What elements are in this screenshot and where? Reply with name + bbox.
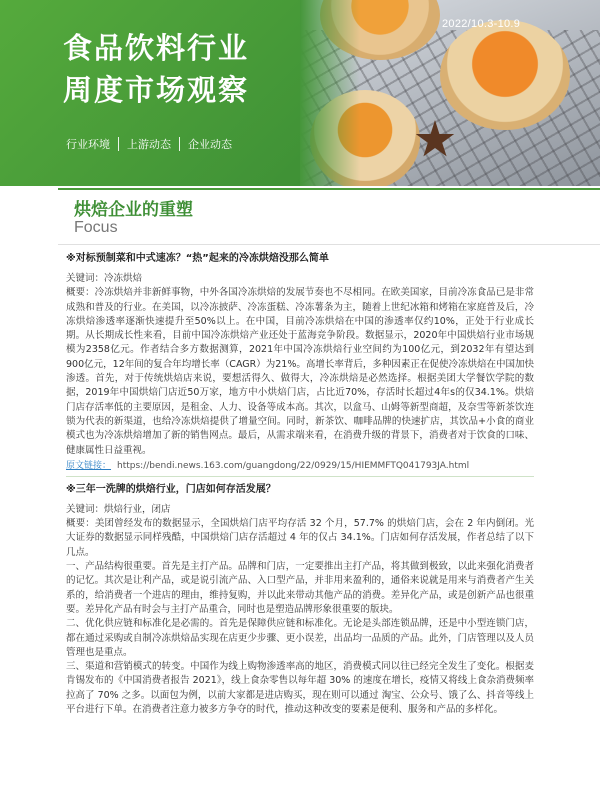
report-title-line2: 周度市场观察 [63, 73, 250, 107]
article-bakery-survival [66, 483, 534, 717]
date-range: 2022/10.3-10.9 [442, 18, 521, 30]
nav-divider [179, 137, 180, 151]
article-paragraph: 一、产品结构很重要。首先是主打产品。品牌和门店，一定要推出主打产品，将其做到极致，以此来强化消费者的记忆。其次是让利产品，或是说引流产品、入口型产品，并非用来盈利的，通俗来说就是用来与消费者产生关系的，给消费者一个进店的理由，维持复购，并以此来带动其他产品的消费。差异化产品，或是创新产品也很重要。差异化产品有时会与主打产品重合，同时也是塑造品牌形象很重要的版块。 [66, 561, 534, 615]
section-title: 烘焙企业的重塑 [74, 200, 193, 220]
article-summary: 概要：冷冻烘焙并非新鲜事物，中外各国冷冻烘焙的发展节奏也不尽相同。在欧美国家，目前冷冻食品已是非常成熟和普及的行业。在美国，以冷冻披萨、冷冻蛋糕、冷冻薯条为主，随着上世纪冰箱和烤箱在家庭普及后，冷冻烘焙渗透率逐渐快速提升至50%以上。在中国，目前冷冻烘焙在中国的渗透率仅约10%，正处于行业成长期。从长期成长性来看，目前中国冷冻烘焙产业还处于蓝海竞争阶段。数据显示，2020年中国烘焙行业市场规模为2358亿元。作者结合多方数据测算，2021年中国冷冻烘焙行业空间约为100亿元，到2032年有望达到900亿元，12年间的复合年均增长率（CAGR）为21%。高增长率背后，多种因素正在促使冷冻烘焙在中国加快渗透。首先，对于传统烘焙店来说，要想活得久、做得大，冷冻烘焙是必然选择。根据美团大学餐饮学院的数据，2019年中国烘焙门店近50万家，地方中小烘焙门店，占比近70%，存活时长超过4年s的仅34.1%。烘焙门店存活率低的主要原因，是租金、人力、设备等成本高。其次，以盒马、山姆等新型商超，及奈雪等新茶饮连锁为代表的新渠道，也给冷冻烘焙提供了增量空间。同时，新茶饮、咖啡品牌的快速扩店，其饮品+小食的商业模式也为冷冻烘焙增加了新的销售网点。最后，从需求端来看，在消费升级的背景下，消费者对于饮食的口味、健康属性日益重视。 [66, 287, 534, 456]
section-accent-bar [58, 188, 600, 190]
header-banner [0, 0, 600, 186]
article-title: ※三年一洗牌的烘焙行业，门店如何存活发展？ [66, 483, 276, 495]
article-frozen-baking [66, 252, 534, 477]
nav-item-company-news[interactable]: 企业动态 [188, 138, 232, 151]
category-nav [66, 136, 240, 152]
photo-fade [300, 0, 360, 186]
source-link-url[interactable]: https://bendi.news.163.com/guangdong/22/0929/15/HIEMMFTQ041793JA.html [117, 460, 470, 471]
article-paragraph: 三、渠道和营销模式的转变。中国作为线上购物渗透率高的地区，消费模式同以往已经完全发生了变化。根据麦肯锡发布的《中国消费者报告 2021》，线上食杂零售以每年超 30% 的速度在增长，疫情又将线上食杂消费频率拉高了 70% 之多。以面包为例，以前大家都是进店购买，现在则可以通过 淘宝、公众号、饿了么、抖音等线上平台进行下单。在消费者注意力被多方争夺的时代，推动这种改变的要素是便利、服务和产品的多样化。 [66, 661, 534, 716]
nav-divider [118, 137, 119, 151]
report-title-line1: 食品饮料行业 [63, 31, 250, 65]
article-body [66, 503, 534, 717]
article-title: ※对标预制菜和中式速冻？“热”起来的冷冻烘焙没那么简单 [66, 253, 329, 264]
section-divider [58, 244, 600, 245]
nav-item-industry-environment[interactable]: 行业环境 [66, 138, 110, 151]
source-link-label[interactable]: 原文链接： [66, 460, 112, 471]
source-link-row [66, 459, 534, 477]
article-paragraph: 二、优化供应链和标准化是必需的。首先是保障供应链和标准化。无论是头部连锁品牌，还是中小型连锁门店，都在通过采购或自制冷冻烘焙品实现在店更少步骤、更小误差，出品均一品质的产品。此外，门店管理以及人员管理也是重点。 [66, 618, 534, 658]
article-list [66, 252, 534, 717]
article-keywords: 关键词：冷冻烘焙 [66, 273, 143, 284]
article-body [66, 272, 534, 458]
nav-item-upstream[interactable]: 上游动态 [127, 138, 171, 151]
article-paragraph: 概要：美团曾经发布的数据显示，全国烘焙门店平均存活 32 个月，57.7% 的烘焙门店，会在 2 年内倒闭。光大证券的数据显示同样残酷，中国烘焙门店存活超过 4 年的仅占 34.1%。门店如何存活发展，作者总结了以下几点。 [66, 518, 534, 558]
article-keywords: 关键词：烘焙行业，闭店 [66, 503, 171, 515]
tart-image [440, 20, 570, 130]
section-subtitle: Focus [74, 219, 118, 236]
